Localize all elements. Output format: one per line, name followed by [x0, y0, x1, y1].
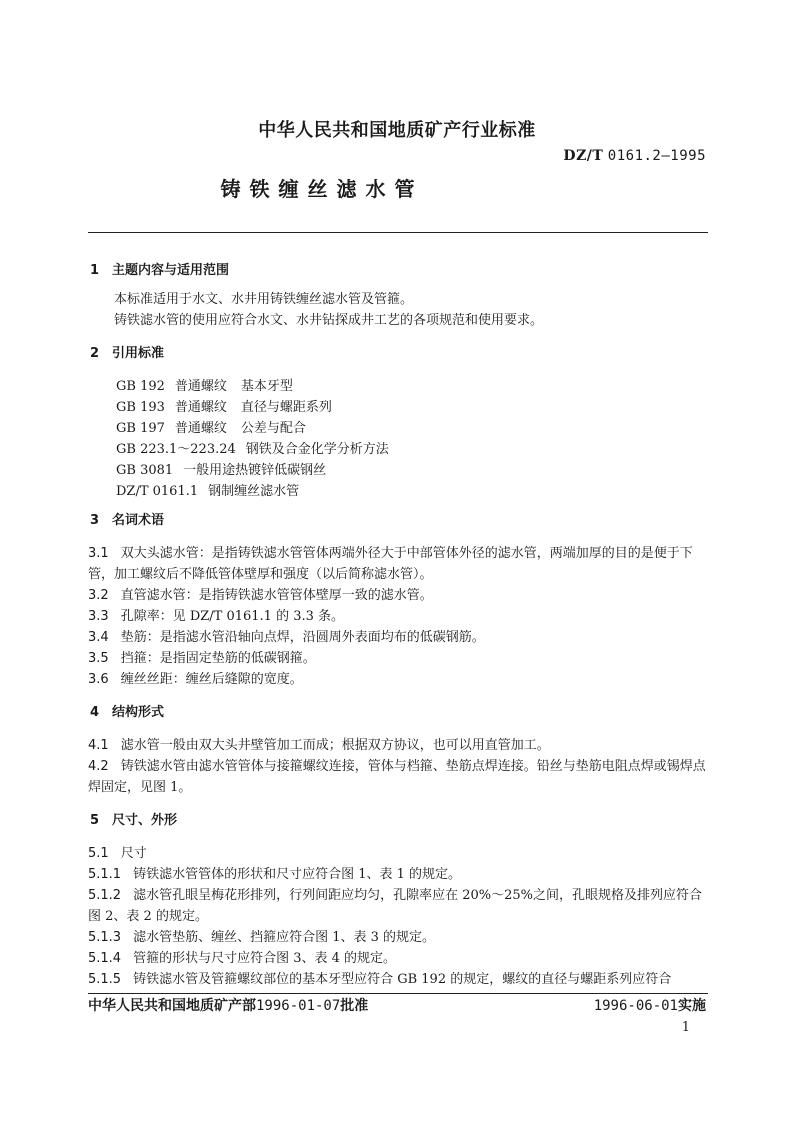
clause-5-1-3 — [88, 927, 710, 948]
clause-number: 4.1 — [88, 738, 109, 753]
reference-title: 普通螺纹 — [174, 400, 227, 415]
clause-4-1 — [88, 735, 710, 756]
implementation-label: 实施 — [678, 998, 706, 1014]
reference-title: 钢铁及合金化学分析方法 — [245, 442, 389, 457]
section-number: 2 — [90, 346, 100, 361]
clause-number: 5.1.4 — [88, 951, 122, 966]
clause-number: 3.5 — [88, 651, 109, 666]
reference-title: 普通螺纹 — [174, 379, 227, 394]
approval-label: 批准 — [340, 998, 369, 1014]
clause-3-6 — [88, 669, 710, 690]
clause-text: 孔隙率：见 DZ/T 0161.1 的 3.3 条。 — [120, 609, 345, 624]
reference-item — [88, 397, 710, 418]
clause-number: 3.3 — [88, 609, 109, 624]
standard-code-number: 0161.2—1995 — [607, 148, 706, 164]
footer-issuer: 中华人民共和国地质矿产部 — [88, 998, 256, 1014]
section-title: 名词术语 — [112, 513, 165, 528]
clause-3-4 — [88, 627, 710, 648]
reference-title: 一般用途热镀锌低碳钢丝 — [183, 463, 327, 478]
clause-5-1-1 — [88, 864, 710, 885]
clause-text: 铸铁滤水管由滤水管管体与接箍螺纹连接，管体与档箍、垫筋点焊连接。铅丝与垫筋电阻点焊或锡焊点焊固定，见图 1。 — [88, 759, 706, 795]
clause-text: 铸铁滤水管及管箍螺纹部位的基本牙型应符合 GB 192 的规定，螺纹的直径与螺距系列应符合 — [133, 972, 672, 987]
clause-number: 5.1.2 — [88, 888, 122, 903]
reference-item — [88, 481, 710, 502]
clause-text: 双大头滤水管：是指铸铁滤水管管体两端外径大于中部管体外径的滤水管，两端加厚的目的是便于下管，加工螺纹后不降低管体壁厚和强度（以后简称滤水管）。 — [88, 546, 693, 582]
clause-number: 5.1.1 — [88, 867, 122, 882]
reference-item — [88, 418, 710, 439]
reference-item — [88, 376, 710, 397]
reference-code: DZ/T 0161.1 — [116, 484, 199, 499]
reference-subtitle: 基本牙型 — [240, 379, 293, 394]
clause-text: 管箍的形状与尺寸应符合图 3、表 4 的规定。 — [133, 951, 397, 966]
section-title: 主题内容与适用范围 — [112, 263, 230, 278]
clause-3-5 — [88, 648, 710, 669]
section-title: 引用标准 — [112, 346, 165, 361]
clause-text: 尺寸 — [120, 846, 147, 861]
reference-code: GB 193 — [116, 400, 165, 415]
section-heading-4 — [90, 702, 710, 723]
document-title: 铸铁缠丝滤水管 — [220, 177, 424, 201]
section-heading-2 — [90, 343, 710, 364]
clause-text: 挡箍：是指固定垫筋的低碳钢箍。 — [120, 651, 316, 666]
implementation-date: 1996-06-01 — [593, 998, 678, 1014]
clause-number: 3.2 — [88, 588, 109, 603]
document-body — [88, 260, 710, 990]
clause-text: 垫筋：是指滤水管沿轴向点焊，沿圆周外表面均布的低碳钢筋。 — [120, 630, 485, 645]
clause-number: 5.1.5 — [88, 972, 122, 987]
bottom-divider — [88, 993, 708, 994]
clause-text: 铸铁滤水管管体的形状和尺寸应符合图 1、表 1 的规定。 — [133, 867, 462, 882]
clause-number: 5.1.3 — [88, 930, 122, 945]
clause-text: 直管滤水管：是指铸铁滤水管管体壁厚一致的滤水管。 — [120, 588, 433, 603]
clause-text: 滤水管垫筋、缠丝、挡箍应符合图 1、表 3 的规定。 — [133, 930, 436, 945]
section-number: 4 — [90, 705, 100, 720]
clause-5-1-4 — [88, 948, 710, 969]
clause-3-1 — [88, 543, 710, 585]
clause-number: 3.6 — [88, 672, 109, 687]
section-title: 尺寸、外形 — [112, 813, 178, 828]
reference-item — [88, 439, 710, 460]
section-number: 1 — [90, 263, 100, 278]
section-heading-5 — [90, 810, 710, 831]
reference-subtitle: 公差与配合 — [240, 421, 306, 436]
clause-4-2 — [88, 756, 710, 798]
clause-number: 3.4 — [88, 630, 109, 645]
standard-code-prefix: DZ/T — [563, 148, 604, 164]
footer-approval — [88, 995, 368, 1015]
clause-text: 滤水管一般由双大头井壁管加工而成；根据双方协议，也可以用直管加工。 — [120, 738, 550, 753]
reference-code: GB 3081 — [116, 463, 174, 478]
reference-code: GB 197 — [116, 421, 165, 436]
clause-number: 5.1 — [88, 846, 109, 861]
reference-item — [88, 460, 710, 481]
clause-text: 缠丝丝距：缠丝后缝隙的宽度。 — [120, 672, 303, 687]
section-number: 5 — [90, 813, 100, 828]
top-divider — [88, 232, 708, 233]
clause-3-2 — [88, 585, 710, 606]
footer-implementation — [594, 995, 706, 1015]
reference-title: 钢制缠丝滤水管 — [208, 484, 300, 499]
clause-number: 4.2 — [88, 759, 109, 774]
reference-subtitle: 直径与螺距系列 — [240, 400, 332, 415]
paragraph: 本标准适用于水文、水井用铸铁缠丝滤水管及管箍。 — [114, 292, 414, 307]
paragraph: 铸铁滤水管的使用应符合水文、水井钻探成井工艺的各项规范和使用要求。 — [114, 313, 544, 328]
clause-5-1-2 — [88, 885, 710, 927]
standard-title: 中华人民共和国地质矿产行业标准 — [258, 120, 536, 141]
clause-text: 滤水管孔眼呈梅花形排列，行列间距应均匀，孔隙率应在 20%～25%之间，孔眼规格及排列应符合图 2、表 2 的规定。 — [88, 888, 703, 924]
section-title: 结构形式 — [112, 705, 165, 720]
clause-number: 3.1 — [88, 546, 109, 561]
reference-code: GB 192 — [116, 379, 165, 394]
approval-date: 1996-01-07 — [256, 998, 341, 1014]
clause-3-3 — [88, 606, 710, 627]
section-heading-3 — [90, 510, 710, 531]
reference-code: GB 223.1～223.24 — [116, 442, 236, 457]
clause-5-1 — [88, 843, 710, 864]
page-number: 1 — [681, 1020, 690, 1035]
reference-title: 普通螺纹 — [174, 421, 227, 436]
standard-code — [563, 148, 706, 164]
section-heading-1 — [90, 260, 710, 281]
clause-5-1-5 — [88, 969, 710, 990]
section-number: 3 — [90, 513, 100, 528]
